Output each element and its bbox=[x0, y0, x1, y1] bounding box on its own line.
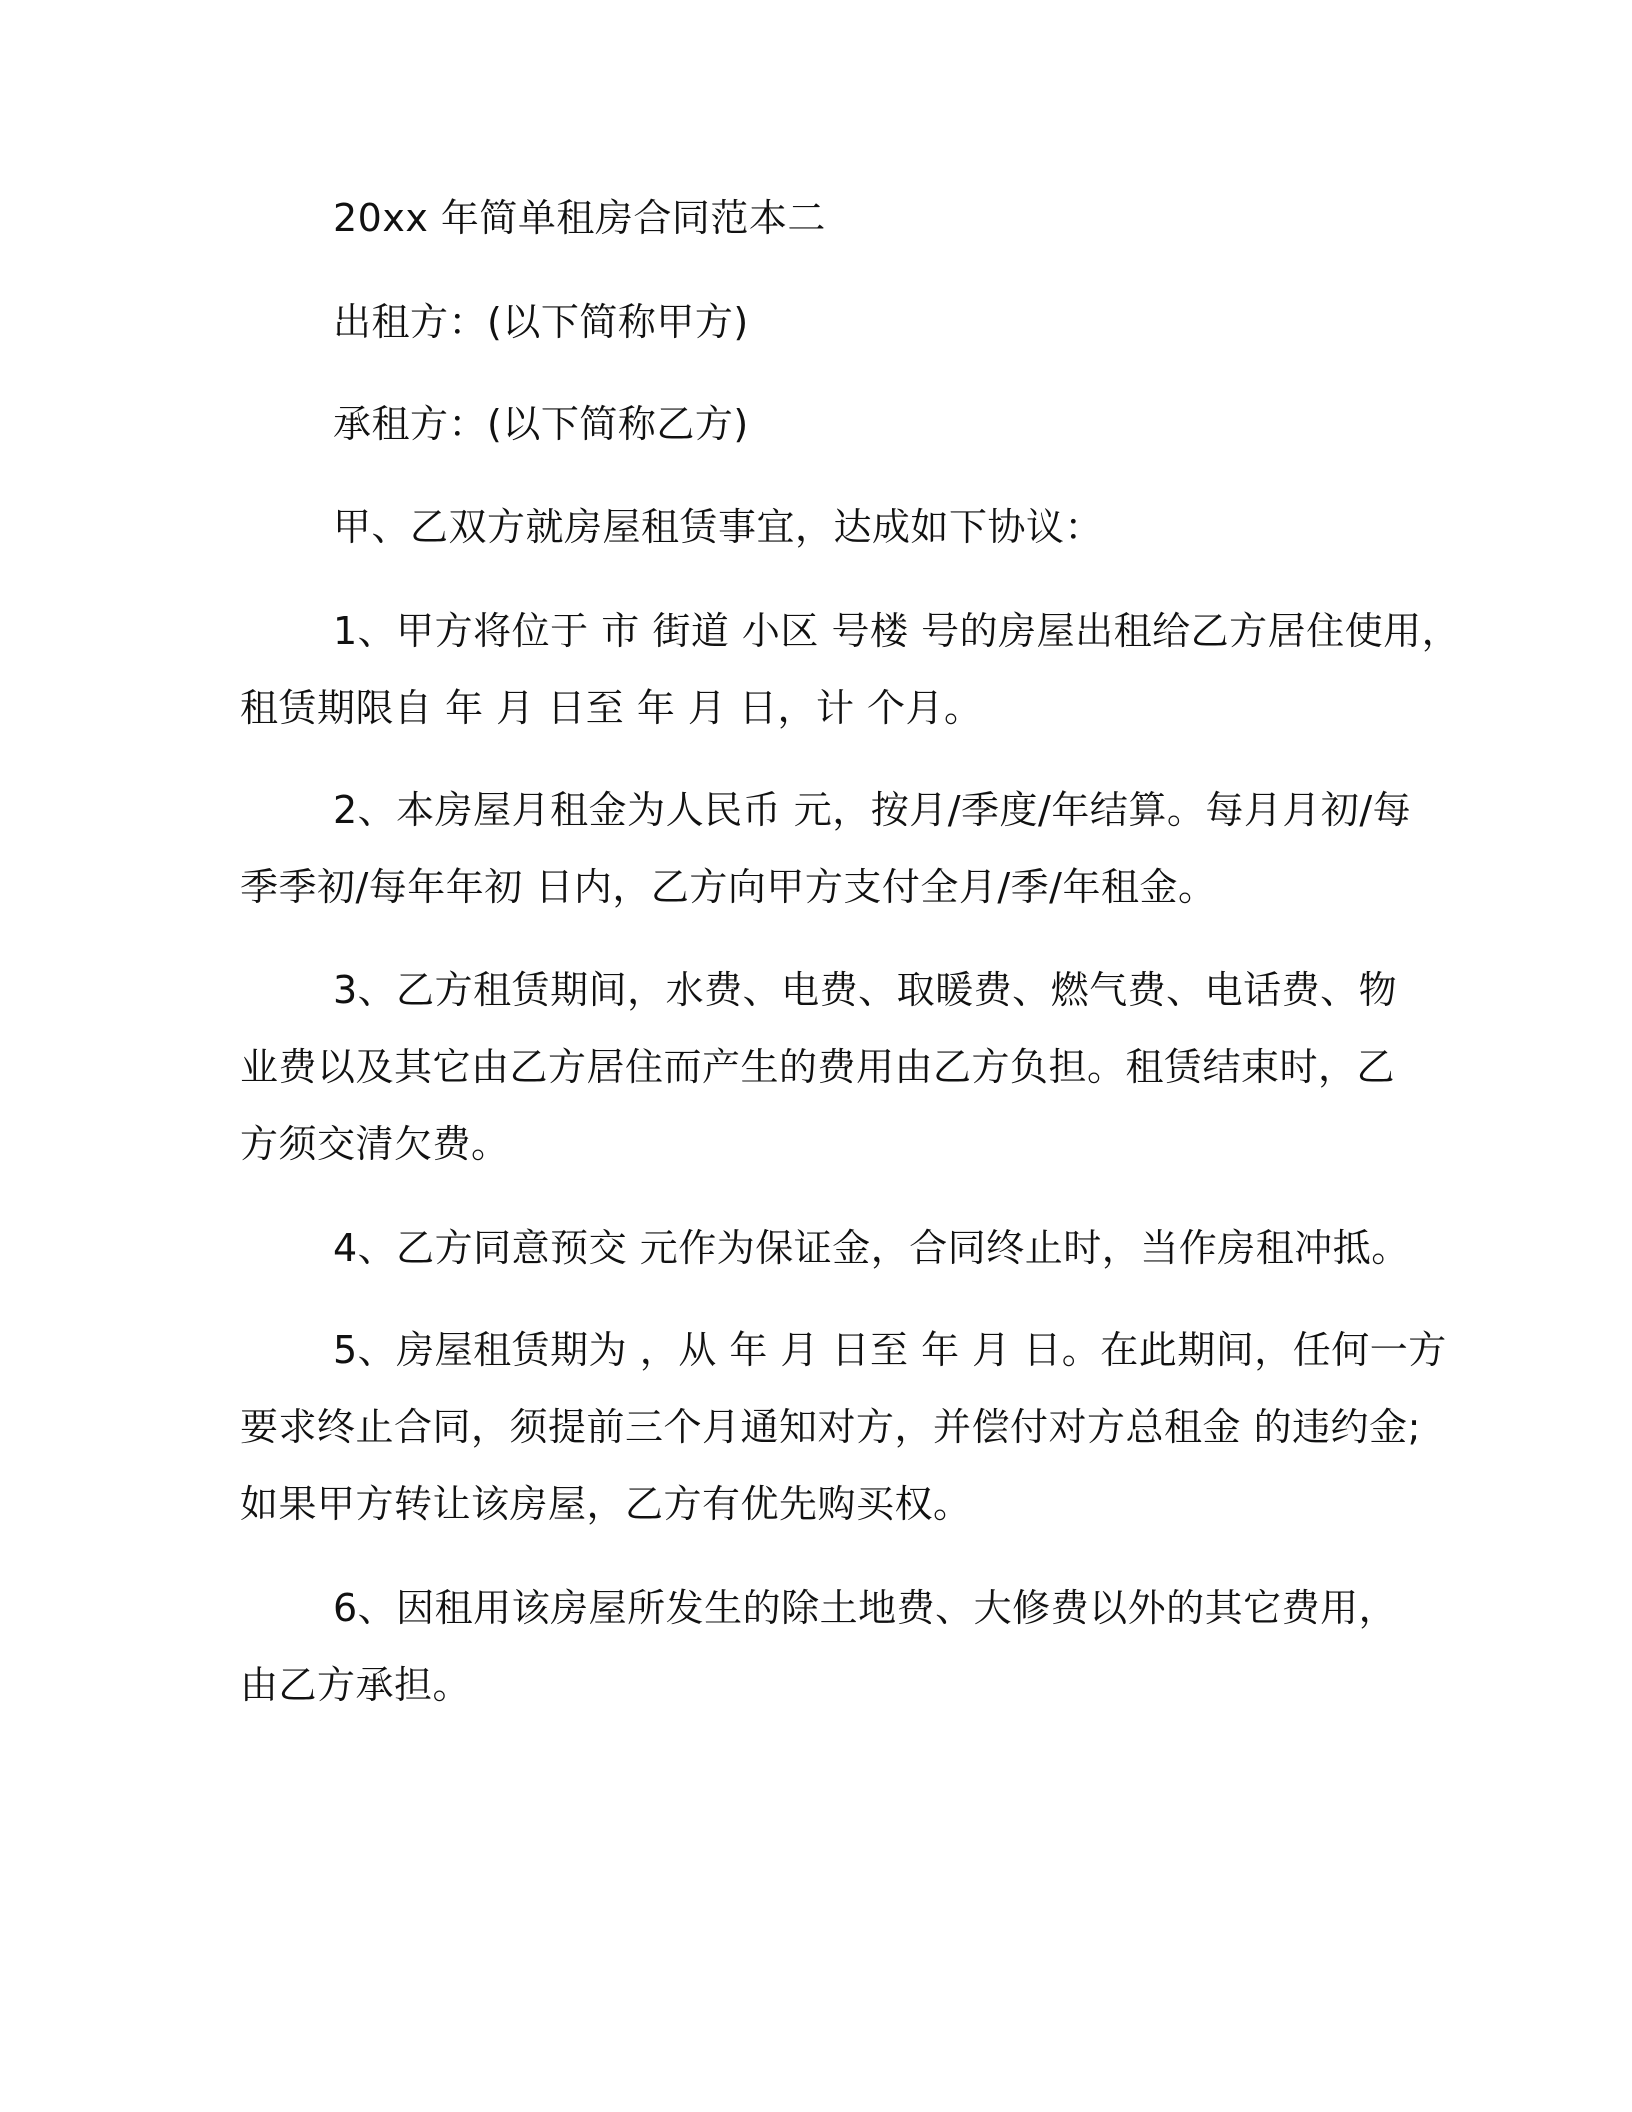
clause-1-line-2: 租赁期限自 年 月 日至 年 月 日，计 个月。 bbox=[240, 686, 983, 730]
clause-5-line-3: 如果甲方转让该房屋，乙方有优先购买权。 bbox=[240, 1482, 972, 1526]
clause-3-line-1: 3、乙方租赁期间，水费、电费、取暖费、燃气费、电话费、物 bbox=[333, 968, 1398, 1012]
clause-4-line-1: 4、乙方同意预交 元作为保证金，合同终止时，当作房租冲抵。 bbox=[333, 1226, 1410, 1270]
document-title: 20xx 年简单租房合同范本二 bbox=[333, 196, 826, 240]
clause-6-line-2: 由乙方承担。 bbox=[240, 1663, 472, 1707]
preamble-line: 甲、乙双方就房屋租赁事宜，达成如下协议： bbox=[333, 505, 1104, 549]
clause-5-line-2: 要求终止合同，须提前三个月通知对方，并偿付对方总租金 的违约金; bbox=[240, 1405, 1421, 1449]
clause-3-line-2: 业费以及其它由乙方居住而产生的费用由乙方负担。租赁结束时，乙 bbox=[240, 1045, 1396, 1089]
clause-5-line-1: 5、房屋租赁期为 ，从 年 月 日至 年 月 日。在此期间，任何一方 bbox=[333, 1328, 1447, 1372]
lessor-line: 出租方：(以下简称甲方) bbox=[333, 300, 749, 344]
clause-2-line-2: 季季初/每年年初 日内，乙方向甲方支付全月/季/年租金。 bbox=[240, 865, 1217, 909]
clause-2-line-1: 2、本房屋月租金为人民币 元，按月/季度/年结算。每月月初/每 bbox=[333, 788, 1412, 832]
clause-6-line-1: 6、因租用该房屋所发生的除土地费、大修费以外的其它费用， bbox=[333, 1586, 1398, 1630]
lessee-line: 承租方：(以下简称乙方) bbox=[333, 402, 749, 446]
clause-3-line-3: 方须交清欠费。 bbox=[240, 1122, 510, 1166]
clause-1-line-1: 1、甲方将位于 市 街道 小区 号楼 号的房屋出租给乙方居住使用， bbox=[333, 609, 1461, 653]
